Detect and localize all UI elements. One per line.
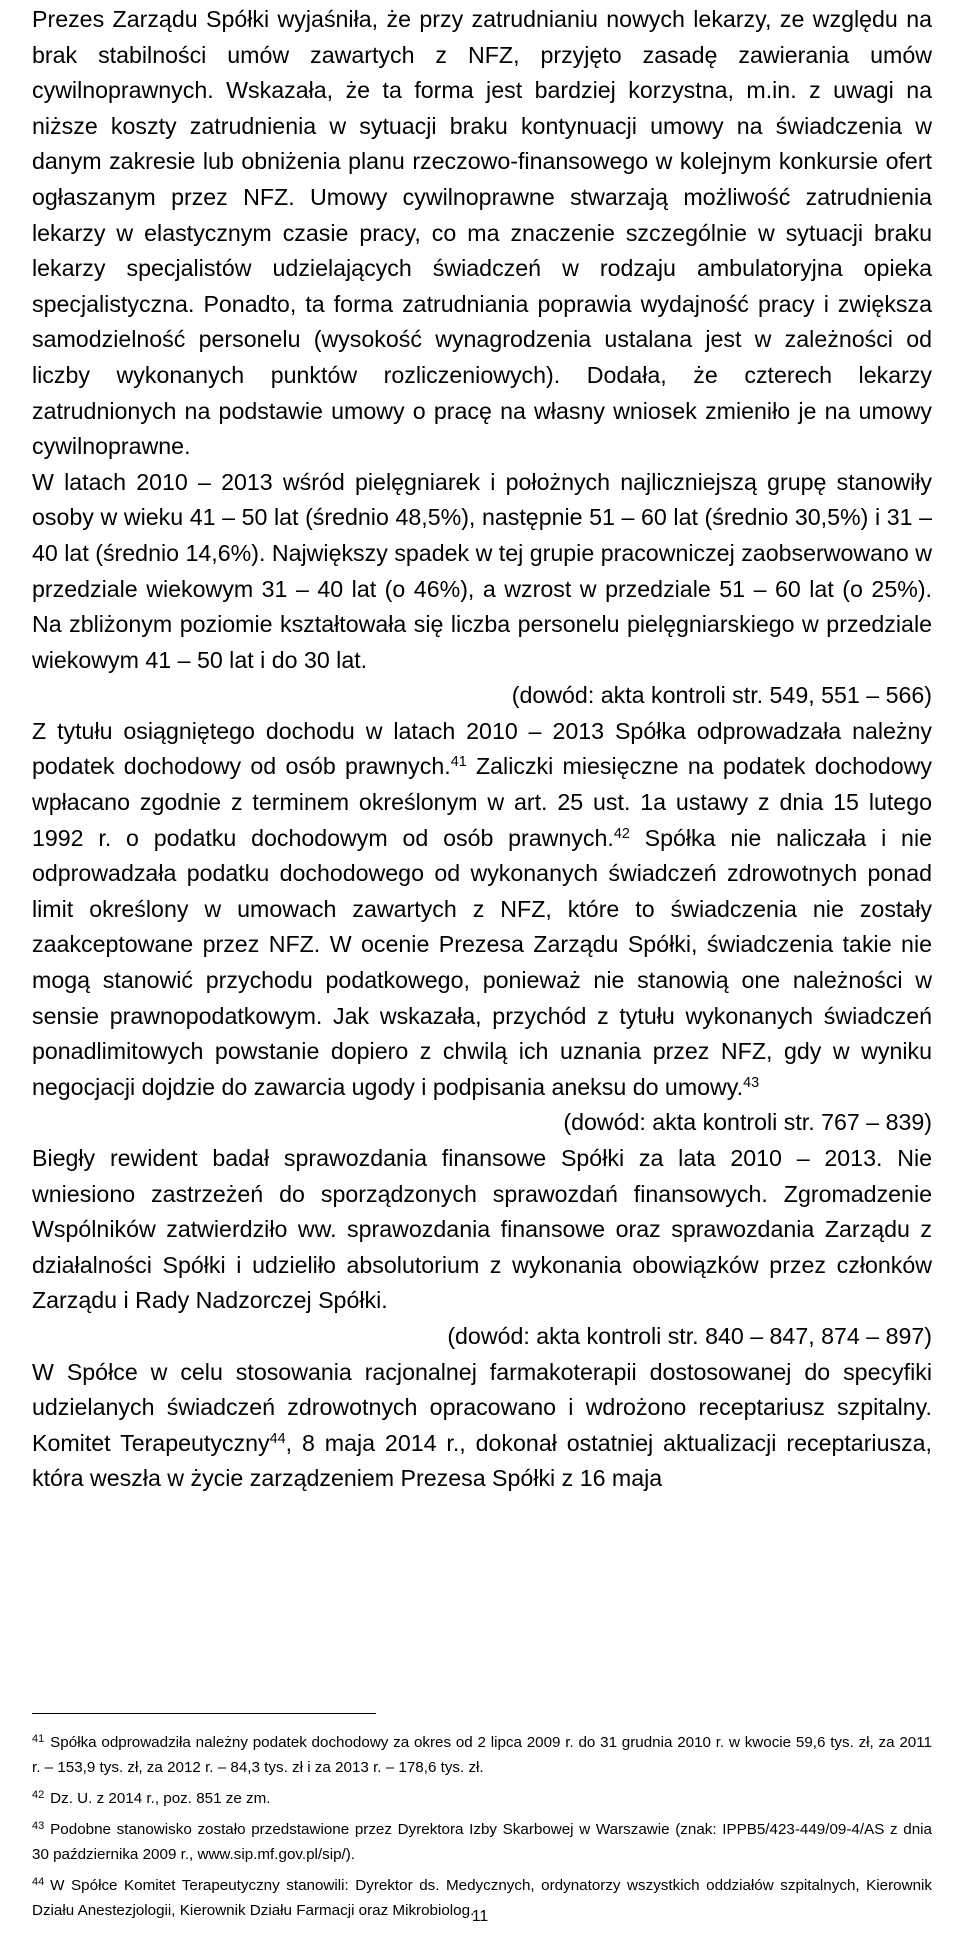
footnote-44: $^{44}$ W Spółce Komitet Terapeutyczny stanowili: Dyrektor ds. Medycznych, ordynatorzy wszystkich oddziałów szpitalnych, Kierownik Działu Anestezjologii, Kierownik Działu Farmacji oraz Mikrobiolog. [32,1876,932,1919]
footnote-ref-44[interactable]: 44 [269,1430,286,1447]
evidence-citation: (dowód: akta kontroli str. 767 – 839) [563,1109,932,1136]
document-body [32,2,932,1497]
paragraph-nurses-age-structure: W latach 2010 – 2013 wśród pielęgniarek i położnych najliczniejszą grupę stanowiły osoby w wieku 41 – 50 lat (średnio 48,5%), następnie 51 – 60 lat (średnio 30,5%) i 31 – 40 lat (średnio 14,6%). Największy spadek w tej grupie pracowniczej zaobserwowano w przedziale wiekowym 31 – 40 lat (o 46%), a wzrost w przedziale 51 – 60 lat (o 25%). Na zbliżonym poziomie kształtowała się liczba personelu pielęgniarskiego w przedziale wiekowym 41 – 50 lat i do 30 lat. [32,468,932,673]
page-number: 11 [471,1908,489,1925]
footnote-41: $^{41}$ Spółka odprowadziła należny podatek dochodowy za okres od 2 lipca 2009 r. do 31 grudnia 2010 r. w kwocie 59,6 tys. zł, za 2011 r. – 153,9 tys. zł, za 2012 r. – 84,3 tys. zł i za 2013 r. – 178,6 tys. zł. [32,1733,932,1776]
paragraph-formulary: W Spółce w celu stosowania racjonalnej farmakoterapii dostosowanej do specyfiki udzielanych świadczeń zdrowotnych opracowano i wdrożono receptariusz szpitalny. Komitet Terapeutyczny$^{44}$, 8 maja 2014 r., dokonał ostatniej aktualizacji receptariusza, która weszła w życie zarządzeniem Prezesa Spółki z 16 maja [32,1358,932,1492]
footnote-separator [32,1713,376,1714]
footnote-43: $^{43}$ Podobne stanowisko zostało przedstawione przez Dyrektora Izby Skarbowej w Warszawie (znak: IPPB5/423-449/09-4/AS z dnia 30 października 2009 r., www.sip.mf.gov.pl/sip/). [32,1820,932,1863]
paragraph-employment-contracts: Prezes Zarządu Spółki wyjaśniła, że przy zatrudnianiu nowych lekarzy, ze względu na brak stabilności umów zawartych z NFZ, przyjęto zasadę zawierania umów cywilnoprawnych. Wskazała, że ta forma jest bardziej korzystna, m.in. z uwagi na niższe koszty zatrudnienia w sytuacji braku kontynuacji umowy na świadczenia w danym zakresie lub obniżenia planu rzeczowo-finansowego w kolejnym konkursie ofert ogłaszanym przez NFZ. Umowy cywilnoprawne stwarzają możliwość zatrudnienia lekarzy w elastycznym czasie pracy, co ma znaczenie szczególnie w sytuacji braku lekarzy specjalistów udzielających świadczeń w rodzaju ambulatoryjna opieka specjalistyczna. Ponadto, ta forma zatrudniania poprawia wydajność pracy i zwiększa samodzielność personelu (wysokość wynagrodzenia ustalana jest w zależności od liczby wykonanych punktów rozliczeniowych). Dodała, że czterech lekarzy zatrudnionych na podstawie umowy o pracę na własny wniosek zmieniło je na umowy cywilnoprawne. [32,6,932,460]
footnote-42: $^{42}$ Dz. U. z 2014 r., poz. 851 ze zm. [32,1789,271,1807]
evidence-citation: (dowód: akta kontroli str. 549, 551 – 566) [511,682,932,709]
evidence-citation: (dowód: akta kontroli str. 840 – 847, 874 – 897) [447,1322,932,1349]
paragraph-auditor: Biegły rewident badał sprawozdania finansowe Spółki za lata 2010 – 2013. Nie wniesiono zastrzeżeń do sporządzonych sprawozdań finansowych. Zgromadzenie Wspólników zatwierdziło ww. sprawozdania finansowe oraz sprawozdania Zarządu z działalności Spółki i udzieliło absolutorium z wykonania obowiązków przez członków Zarządu i Rady Nadzorczej Spółki. [32,1145,932,1314]
footnote-ref-41[interactable]: 41 [450,754,467,771]
footnote-ref-42[interactable]: 42 [613,825,630,842]
footnotes [32,1730,932,1929]
paragraph-income-tax: Z tytułu osiągniętego dochodu w latach 2010 – 2013 Spółka odprowadzała należny podatek dochodowy od osób prawnych.$^{41}$ Zaliczki miesięczne na podatek dochodowy wpłacano zgodnie z terminem określonym w art. 25 ust. 1a ustawy z dnia 15 lutego 1992 r. o podatku dochodowym od osób prawnych.$^{42}$ Spółka nie naliczała i nie odprowadzała podatku dochodowego od wykonanych świadczeń zdrowotnych ponad limit określony w umowach zawartych z NFZ, które to świadczenia nie zostały zaakceptowane przez NFZ. W ocenie Prezesa Zarządu Spółki, świadczenia takie nie mogą stanowić przychodu podatkowego, ponieważ nie stanowią one należności w sensie prawnopodatkowym. Jak wskazała, przychód z tytułu wykonanych świadczeń ponadlimitowych powstanie dopiero z chwilą ich uznania przez NFZ, gdy w wyniku negocjacji dojdzie do zawarcia ugody i podpisania aneksu do umowy.$^{43}$ [32,717,932,1100]
footnote-ref-43[interactable]: 43 [743,1074,760,1091]
